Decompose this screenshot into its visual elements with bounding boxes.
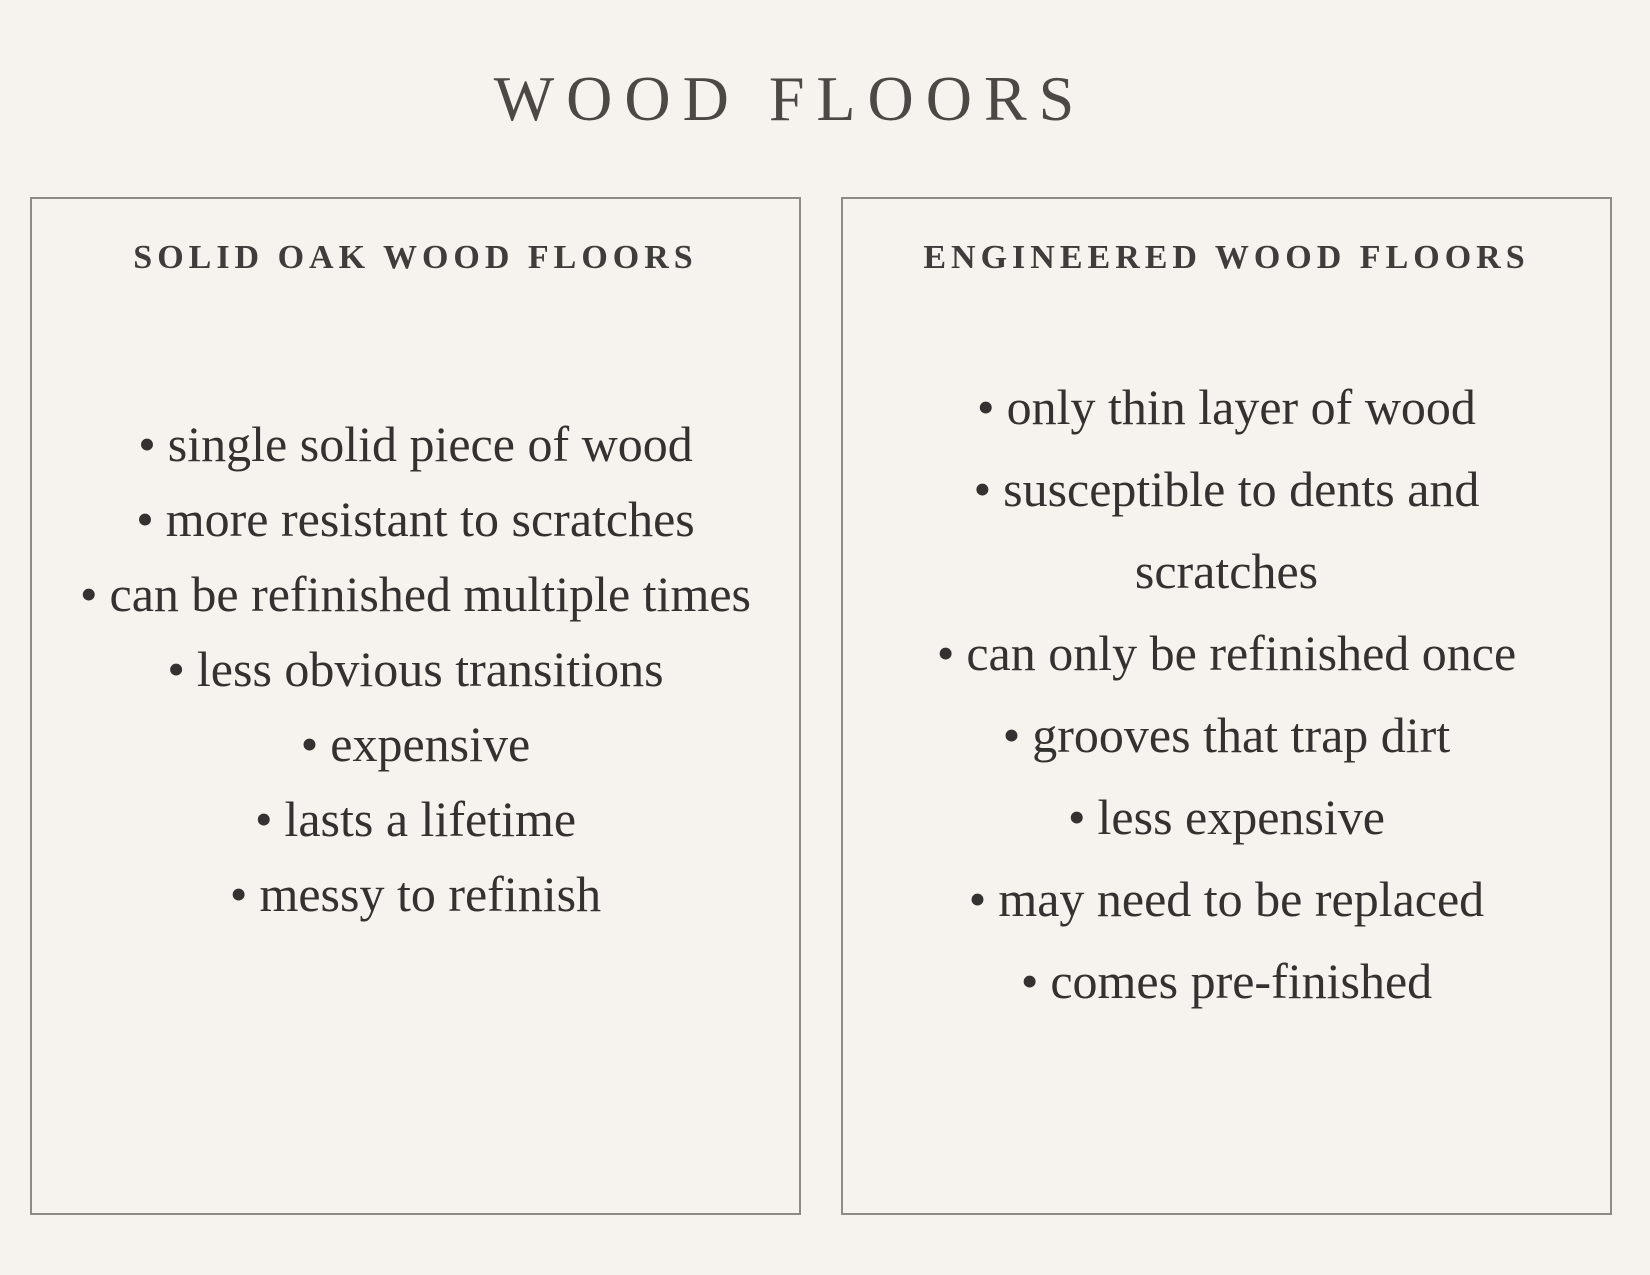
bullet-icon: • (138, 416, 156, 472)
bullet-icon: • (977, 379, 995, 435)
list-item (843, 940, 1610, 1022)
list-item (32, 707, 799, 782)
bullet-icon: • (167, 641, 185, 697)
list-item-text: more resistant to scratches (165, 491, 695, 547)
list-item (32, 782, 799, 857)
list-item-text: may need to be replaced (998, 871, 1485, 927)
list-item-text: susceptible to dents and scratches (1003, 461, 1480, 599)
solid-oak-list (32, 407, 799, 932)
list-item (843, 366, 1610, 448)
solid-oak-heading: SOLID OAK WOOD FLOORS (133, 239, 698, 276)
list-item (843, 858, 1610, 940)
solid-oak-panel (30, 197, 801, 1215)
list-item (32, 857, 799, 932)
list-item (32, 632, 799, 707)
engineered-panel (841, 197, 1612, 1215)
page-title: WOOD FLOORS (493, 63, 1087, 134)
list-item (843, 776, 1610, 858)
list-item-text: can only be refinished once (966, 625, 1517, 681)
bullet-icon: • (1068, 789, 1086, 845)
list-item-text: lasts a lifetime (284, 791, 577, 847)
bullet-icon: • (1020, 953, 1039, 1009)
list-item (843, 448, 1610, 612)
list-item (843, 694, 1610, 776)
engineered-heading: ENGINEERED WOOD FLOORS (923, 239, 1530, 276)
bullet-icon: • (300, 716, 319, 772)
bullet-icon: • (973, 461, 992, 517)
list-item (32, 557, 799, 632)
list-item-text: expensive (330, 716, 531, 772)
bullet-icon: • (1002, 707, 1021, 763)
bullet-icon: • (936, 625, 955, 681)
list-item-text: messy to refinish (259, 866, 602, 922)
list-item-text: can be refinished multiple times (109, 566, 751, 622)
engineered-list (843, 366, 1610, 1022)
list-item (32, 407, 799, 482)
bullet-icon: • (229, 866, 248, 922)
list-item (843, 612, 1610, 694)
list-item-text: less expensive (1097, 789, 1385, 845)
list-item-text: single solid piece of wood (167, 416, 693, 472)
list-item-text: only thin layer of wood (1006, 379, 1476, 435)
bullet-icon: • (254, 791, 273, 847)
list-item-text: grooves that trap dirt (1032, 707, 1451, 763)
list-item (32, 482, 799, 557)
bullet-icon: • (136, 491, 154, 547)
bullet-icon: • (968, 871, 987, 927)
bullet-icon: • (80, 566, 98, 622)
list-item-text: less obvious transitions (196, 641, 664, 697)
list-item-text: comes pre-finished (1050, 953, 1433, 1009)
